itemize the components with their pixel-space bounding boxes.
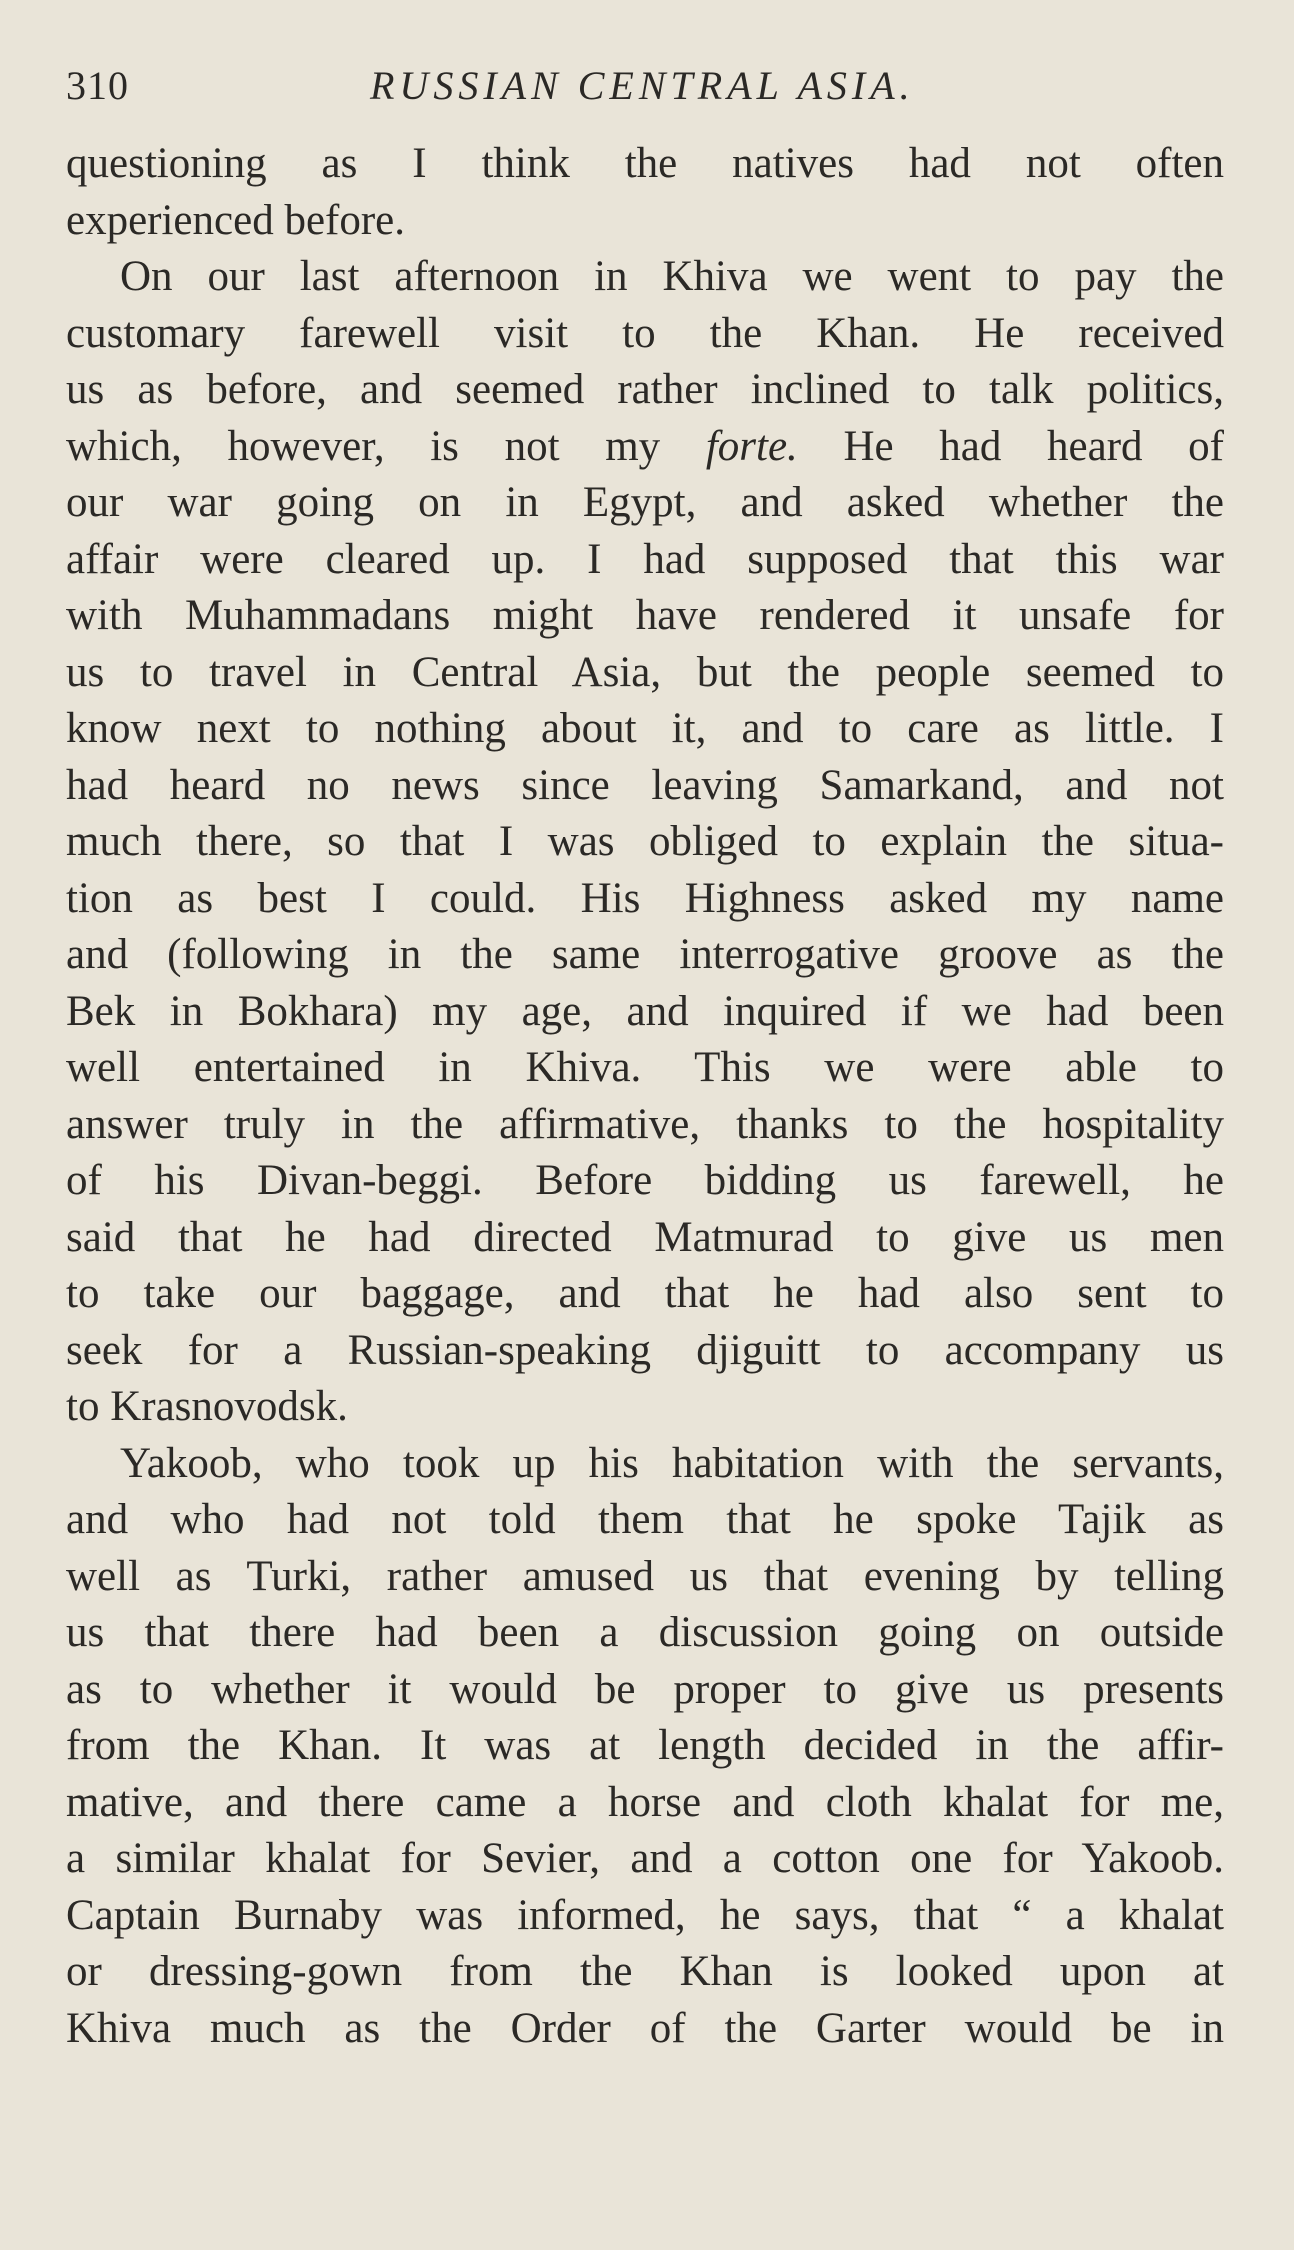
page-number: 310 — [66, 63, 129, 108]
text-line: and (following in the same interrogative groove as the — [66, 931, 1224, 978]
text-segment: He had heard of — [797, 422, 1224, 470]
text-line: mative, and there came a horse and cloth khalat for me, — [66, 1778, 1224, 1826]
text-line: to Krasnovodsk. — [66, 1383, 348, 1430]
text-line: said that he had directed Matmurad to give us men — [66, 1213, 1224, 1261]
text-line: affair were cleared up. I had supposed that this war — [66, 535, 1224, 583]
text-line: much there, so that I was obliged to explain the situa- — [66, 818, 1224, 865]
text-line: had heard no news since leaving Samarkand, and not — [66, 761, 1224, 809]
text-line: us that there had been a discussion going on outside — [66, 1609, 1224, 1656]
text-line: know next to nothing about it, and to care as little. I — [66, 705, 1224, 752]
text-line: well entertained in Khiva. This we were able to — [66, 1044, 1224, 1091]
text-line: with Muhammadans might have rendered it unsafe for — [66, 592, 1224, 639]
text-line: answer truly in the affirmative, thanks to the hospitality — [66, 1100, 1224, 1148]
text-line: tion as best I could. His Highness asked my name — [66, 874, 1224, 922]
italic-word: forte. — [705, 422, 798, 470]
text-line: well as Turki, rather amused us that evening by telling — [66, 1552, 1224, 1600]
text-line — [66, 419, 1224, 476]
text-line: experienced before. — [66, 196, 406, 244]
text-line: questioning as I think the natives had not often — [66, 140, 1224, 187]
body-text — [66, 136, 1224, 2057]
text-line: Yakoob, who took up his habitation with the servants, — [120, 1439, 1224, 1487]
text-line: our war going on in Egypt, and asked whether the — [66, 479, 1224, 526]
text-line: to take our baggage, and that he had also sent to — [66, 1270, 1224, 1317]
text-line: On our last afternoon in Khiva we went to pay the — [120, 253, 1224, 300]
text-line: or dressing-gown from the Khan is looked upon at — [66, 1948, 1224, 1995]
text-line: seek for a Russian-speaking djiguitt to accompany us — [66, 1326, 1224, 1374]
text-line: customary farewell visit to the Khan. He received — [66, 309, 1224, 357]
text-segment: which, however, is not my — [66, 422, 706, 470]
running-head — [66, 60, 1228, 112]
text-line: us to travel in Central Asia, but the people seemed to — [66, 648, 1224, 696]
text-line: Captain Burnaby was informed, he says, that “ a khalat — [66, 1891, 1224, 1939]
text-line: us as before, and seemed rather inclined to talk politics, — [66, 366, 1224, 413]
text-line: Bek in Bokhara) my age, and inquired if we had been — [66, 987, 1224, 1035]
text-line: and who had not told them that he spoke Tajik as — [66, 1496, 1224, 1543]
text-line: of his Divan-beggi. Before bidding us farewell, he — [66, 1157, 1224, 1204]
text-line: a similar khalat for Sevier, and a cotton one for Yakoob. — [66, 1835, 1224, 1882]
text-line: Khiva much as the Order of the Garter would be in — [66, 2004, 1224, 2052]
text-line: as to whether it would be proper to give us presents — [66, 1665, 1224, 1713]
running-title: RUSSIAN CENTRAL ASIA. — [370, 63, 915, 108]
text-line: from the Khan. It was at length decided in the affir- — [66, 1722, 1224, 1769]
